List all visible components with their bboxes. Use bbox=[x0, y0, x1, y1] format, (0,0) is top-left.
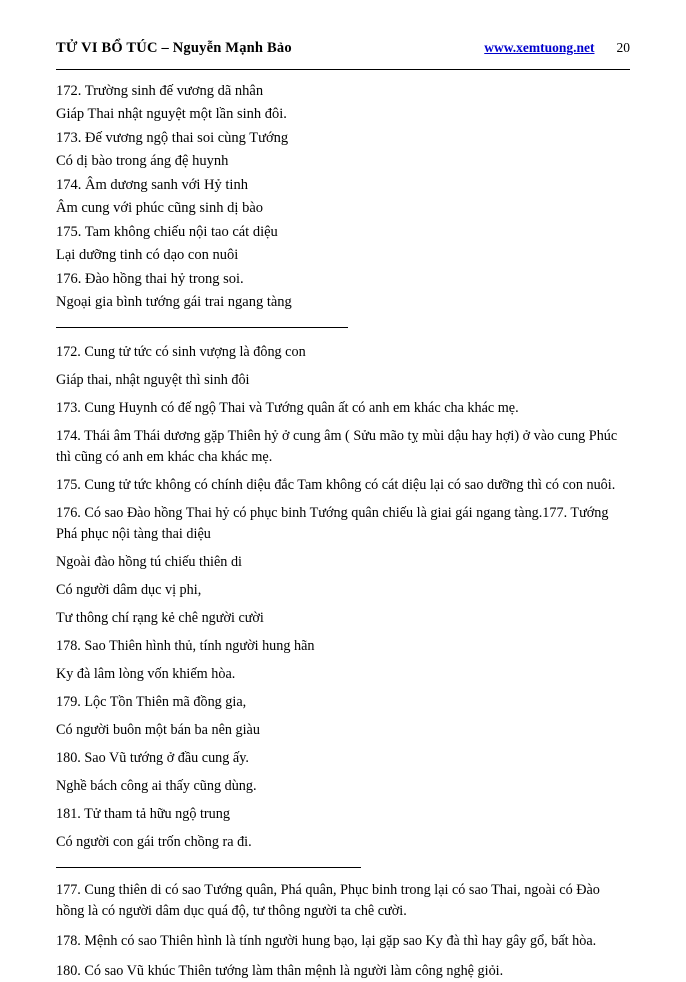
commentary-line: Tư thông chí rạng kẻ chê người cười bbox=[56, 610, 264, 626]
verse-line: Âm cung với phúc cũng sinh dị bào bbox=[56, 200, 264, 217]
commentary-line: Nghề bách công ai thấy cũng dùng. bbox=[56, 778, 257, 795]
commentary-line: 172. Cung tử tức có sinh vượng là đông con bbox=[56, 343, 306, 360]
footnote-line: 178. Mệnh có sao Thiên hình là tính người hung bạo, lại gặp sao Ky đà thì hay gây gổ, bất hòa. bbox=[56, 933, 597, 950]
header-right-group bbox=[484, 40, 630, 56]
footnote-block bbox=[56, 880, 630, 982]
verse-line: Có dị bào trong áng đệ huynh bbox=[56, 153, 229, 170]
commentary-line: Có người dâm dục vị phi, bbox=[56, 581, 202, 598]
commentary-line: 173. Cung Huynh có đế ngộ Thai và Tướng quân ất có anh em khác cha khác mẹ. bbox=[56, 399, 519, 416]
verse-line: Giáp Thai nhật nguyệt một lần sinh đôi. bbox=[56, 106, 287, 123]
footnote-line: 180. Có sao Vũ khúc Thiên tướng làm thân mệnh là người làm công nghệ giỏi. bbox=[56, 963, 504, 980]
commentary-line: 179. Lộc Tồn Thiên mã đồng gia, bbox=[56, 694, 247, 711]
commentary-line: Ky đà lâm lòng vốn khiếm hòa. bbox=[56, 666, 236, 683]
commentary-line: 181. Tử tham tả hữu ngộ trung bbox=[56, 806, 230, 823]
verse-line: 175. Tam không chiếu nội tao cát diệu bbox=[56, 223, 278, 240]
commentary-block bbox=[56, 342, 630, 853]
verse-line: 173. Đế vương ngộ thai soi cùng Tướng bbox=[56, 129, 289, 146]
commentary-line: Có người con gái trốn chồng ra đi. bbox=[56, 834, 252, 851]
commentary-line: 174. Thái âm Thái dương gặp Thiên hỷ ở cung âm ( Sửu mão tỵ mùi dậu hay hợi) ở vào cung Phúc thì cũng có anh em khác cha khác mẹ. bbox=[56, 427, 618, 465]
document-title: TỬ VI BỔ TÚC – Nguyễn Mạnh Bảo bbox=[56, 40, 292, 56]
footnote-line: 177. Cung thiên di có sao Tướng quân, Phá quân, Phục binh trong lại có sao Thai, ngoài có Đào hồng là có người dâm dục quá độ, tư thông người ta chê cười. bbox=[56, 882, 600, 920]
commentary-line: 176. Có sao Đào hồng Thai hỷ có phục binh Tướng quân chiếu là giai gái ngang tàng.177. Tướng Phá phục nội tàng thai diệu bbox=[56, 504, 609, 542]
verse-line: Lại dưỡng tinh có dạo con nuôi bbox=[56, 247, 239, 264]
website-link[interactable]: www.xemtuong.net bbox=[484, 40, 595, 55]
commentary-line: 180. Sao Vũ tướng ở đầu cung ấy. bbox=[56, 750, 249, 767]
verse-line: 176. Đào hồng thai hỷ trong soi. bbox=[56, 270, 244, 287]
page-header bbox=[56, 40, 630, 57]
commentary-line: Ngoài đào hồng tú chiếu thiên di bbox=[56, 553, 242, 570]
commentary-line: 175. Cung tử tức không có chính diệu đắc Tam không có cát diệu lại có sao dưỡng thì có con nuôi. bbox=[56, 476, 616, 493]
verse-block bbox=[56, 80, 630, 315]
verse-line: 174. Âm dương sanh với Hỷ tinh bbox=[56, 176, 248, 193]
verse-line: Ngoại gia bình tướng gái trai ngang tàng bbox=[56, 294, 292, 311]
footnote-divider bbox=[56, 867, 361, 868]
commentary-line: Có người buôn một bán ba nên giàu bbox=[56, 722, 260, 739]
verse-divider bbox=[56, 327, 348, 328]
page-number: 20 bbox=[616, 40, 630, 55]
commentary-line: 178. Sao Thiên hình thủ, tính người hung hãn bbox=[56, 638, 315, 655]
verse-line: 172. Trường sinh đế vương dã nhân bbox=[56, 83, 264, 99]
header-divider bbox=[56, 69, 630, 70]
commentary-line: Giáp thai, nhật nguyệt thì sinh đôi bbox=[56, 371, 250, 388]
